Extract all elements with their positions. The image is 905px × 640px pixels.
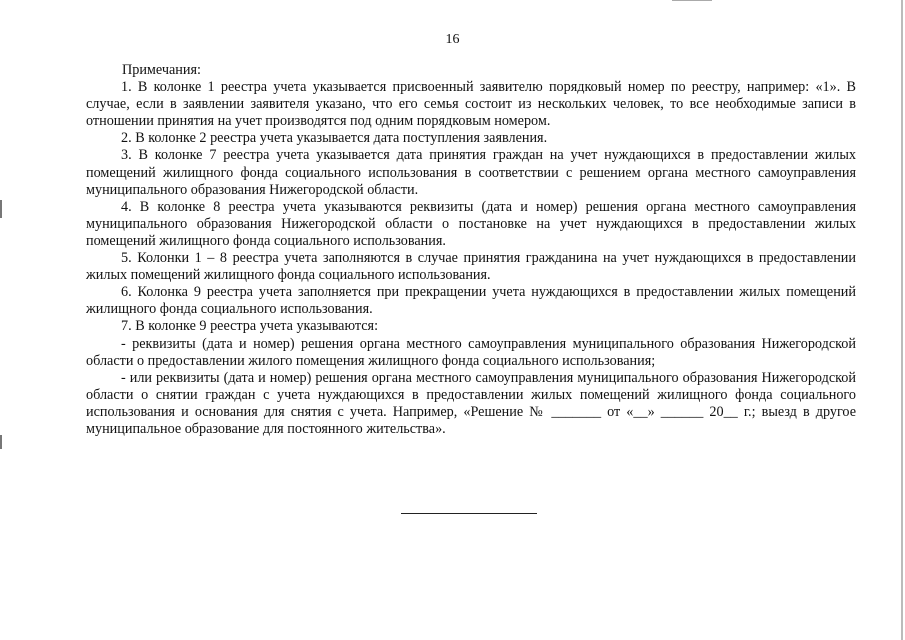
- scan-edge-mark: [901, 0, 903, 640]
- scan-edge-mark: [0, 200, 2, 218]
- note-6: 6. Колонка 9 реестра учета заполняется при прекращении учета нуждающихся в предоставлении жилых помещений жилищного фонда социального использования.: [86, 284, 856, 318]
- note-7-item-2: - или реквизиты (дата и номер) решения органа местного самоуправления муниципального образования Нижегородской области о снятии граждан с учета нуждающихся в предоставлении жилых помещений жилищного фонда социального использования и основания для снятия с учета. Например, «Решение № _______ от «__» ______ 20__ г.; выезд в другое муниципальное образование для постоянного жительства».: [86, 369, 856, 437]
- note-7-item-1: - реквизиты (дата и номер) решения органа местного самоуправления муниципального образования Нижегородской области о предоставлении жилого помещения жилищного фонда социального использования;: [86, 335, 856, 369]
- notes-heading: Примечания:: [122, 62, 201, 78]
- note-5: 5. Колонки 1 – 8 реестра учета заполняются в случае принятия гражданина на учет нуждающихся в предоставлении жилых помещений жилищного фонда социального использования.: [86, 250, 856, 284]
- scan-edge-mark: [672, 0, 712, 1]
- note-7: 7. В колонке 9 реестра учета указываются:: [121, 318, 379, 335]
- end-separator-line: [401, 513, 537, 514]
- page-number: 16: [445, 32, 460, 47]
- notes-section: [86, 62, 856, 438]
- note-2: 2. В колонке 2 реестра учета указывается дата поступления заявления.: [121, 130, 548, 147]
- note-3: 3. В колонке 7 реестра учета указывается дата принятия граждан на учет нуждающихся в предоставлении жилых помещений жилищного фонда социального использования в соответствии с решением органа местного самоуправления муниципального образования Нижегородской области.: [86, 147, 856, 198]
- note-1: 1. В колонке 1 реестра учета указывается присвоенный заявителю порядковый номер по реестру, например: «1». В случае, если в заявлении заявителя указано, что его семья состоит из нескольких человек, то все необходимые записи в отношении принятия на учет производятся под одним порядковым номером.: [86, 79, 856, 130]
- note-4: 4. В колонке 8 реестра учета указываются реквизиты (дата и номер) решения органа местного самоуправления муниципального образования Нижегородской области о постановке на учет нуждающихся в предоставлении жилых помещений жилищного фонда социального использования.: [86, 198, 856, 249]
- scan-edge-mark: [0, 435, 2, 449]
